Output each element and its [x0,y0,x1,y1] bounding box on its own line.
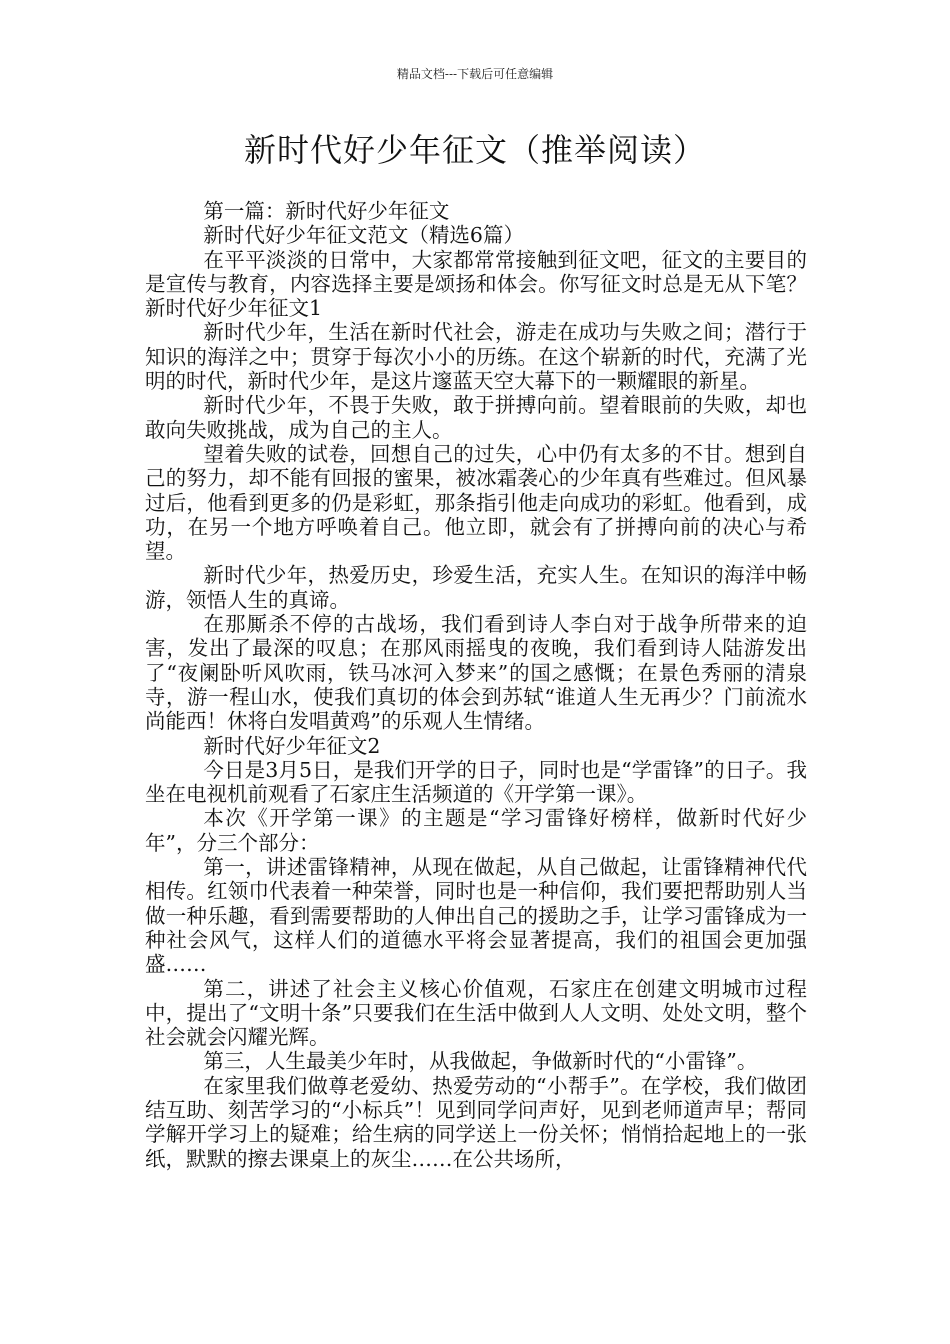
paragraph: 第三，人生最美少年时，从我做起，争做新时代的“小雷锋”。 [203,1049,758,1074]
paragraph: 新时代少年，生活在新时代社会，游走在成功与失败之间；潜行于知识的海洋之中；贯穿于每次小小的历练。在这个崭新的时代，充满了光明的时代，新时代少年，是这片邃蓝天空大幕下的一颗耀眼的新星。 [145,320,807,394]
paragraph: 望着失败的试卷，回想自己的过失，心中仍有太多的不甘。想到自己的努力，却不能有回报的蜜果，被冰霜袭心的少年真有些难过。但风暴过后，他看到更多的仍是彩虹，那条指引他走向成功的彩虹。他看到，成功，在另一个地方呼唤着自己。他立即，就会有了拼搏向前的决心与希望。 [145,441,807,564]
paragraph: 在那厮杀不停的古战场，我们看到诗人李白对于战争所带来的迫害，发出了最深的叹息；在那风雨摇曳的夜晚，我们看到诗人陆游发出了“夜阑卧听风吹雨，铁马冰河入梦来”的国之感慨；在景色秀丽的清泉寺，游一程山水，使我们真切的体会到苏轼“谁道人生无再少？门前流水尚能西！休将白发唱黄鸡”的乐观人生情绪。 [145,612,807,734]
paragraph-essay-heading: 新时代好少年征文2 [203,733,381,758]
paragraph: 新时代少年，不畏于失败，敢于拼搏向前。望着眼前的失败，却也敢向失败挑战，成为自己的主人。 [145,393,807,442]
page-header-banner: 精品文档---下载后可任意编辑 [396,67,554,81]
paragraph: 第二，讲述了社会主义核心价值观，石家庄在创建文明城市过程中，提出了“文明十条”只要我们在生活中做到人人文明、处处文明，整个社会就会闪耀光辉。 [145,976,807,1050]
paragraph: 在家里我们做尊老爱幼、热爱劳动的“小帮手”。在学校，我们做团结互助、刻苦学习的“小标兵”！见到同学问声好，见到老师道声早；帮同学解开学习上的疑难；给生病的同学送上一份关怀；悄悄拾起地上的一张纸，默默的擦去课桌上的灰尘……在公共场所， [145,1073,807,1171]
paragraph-section-heading: 第一篇：新时代好少年征文 [203,199,450,223]
paragraph: 今日是3月5日，是我们开学的日子，同时也是“学雷锋”的日子。我坐在电视机前观看了石家庄生活频道的《开学第一课》。 [145,757,807,807]
document-body [145,199,807,1171]
document-title: 新时代好少年征文（推举阅读） [243,131,706,169]
paragraph: 本次《开学第一课》的主题是“学习雷锋好榜样，做新时代好少年”，分三个部分： [145,806,807,855]
paragraph: 在平平淡淡的日常中，大家都常常接触到征文吧，征文的主要目的是宣传与教育，内容选择主要是颂扬和体会。你写征文时总是无从下笔？新时代好少年征文1 [145,247,807,321]
paragraph: 新时代少年，热爱历史，珍爱生活，充实人生。在知识的海洋中畅游，领悟人生的真谛。 [145,563,807,612]
paragraph: 第一，讲述雷锋精神，从现在做起，从自己做起，让雷锋精神代代相传。红领巾代表着一种荣誉，同时也是一种信仰，我们要把帮助别人当做一种乐趣，看到需要帮助的人伸出自己的援助之手，让学习雷锋成为一种社会风气，这样人们的道德水平将会显著提高，我们的祖国会更加强盛…… [145,855,807,977]
paragraph-subtitle: 新时代好少年征文范文（精选6篇） [203,223,524,248]
